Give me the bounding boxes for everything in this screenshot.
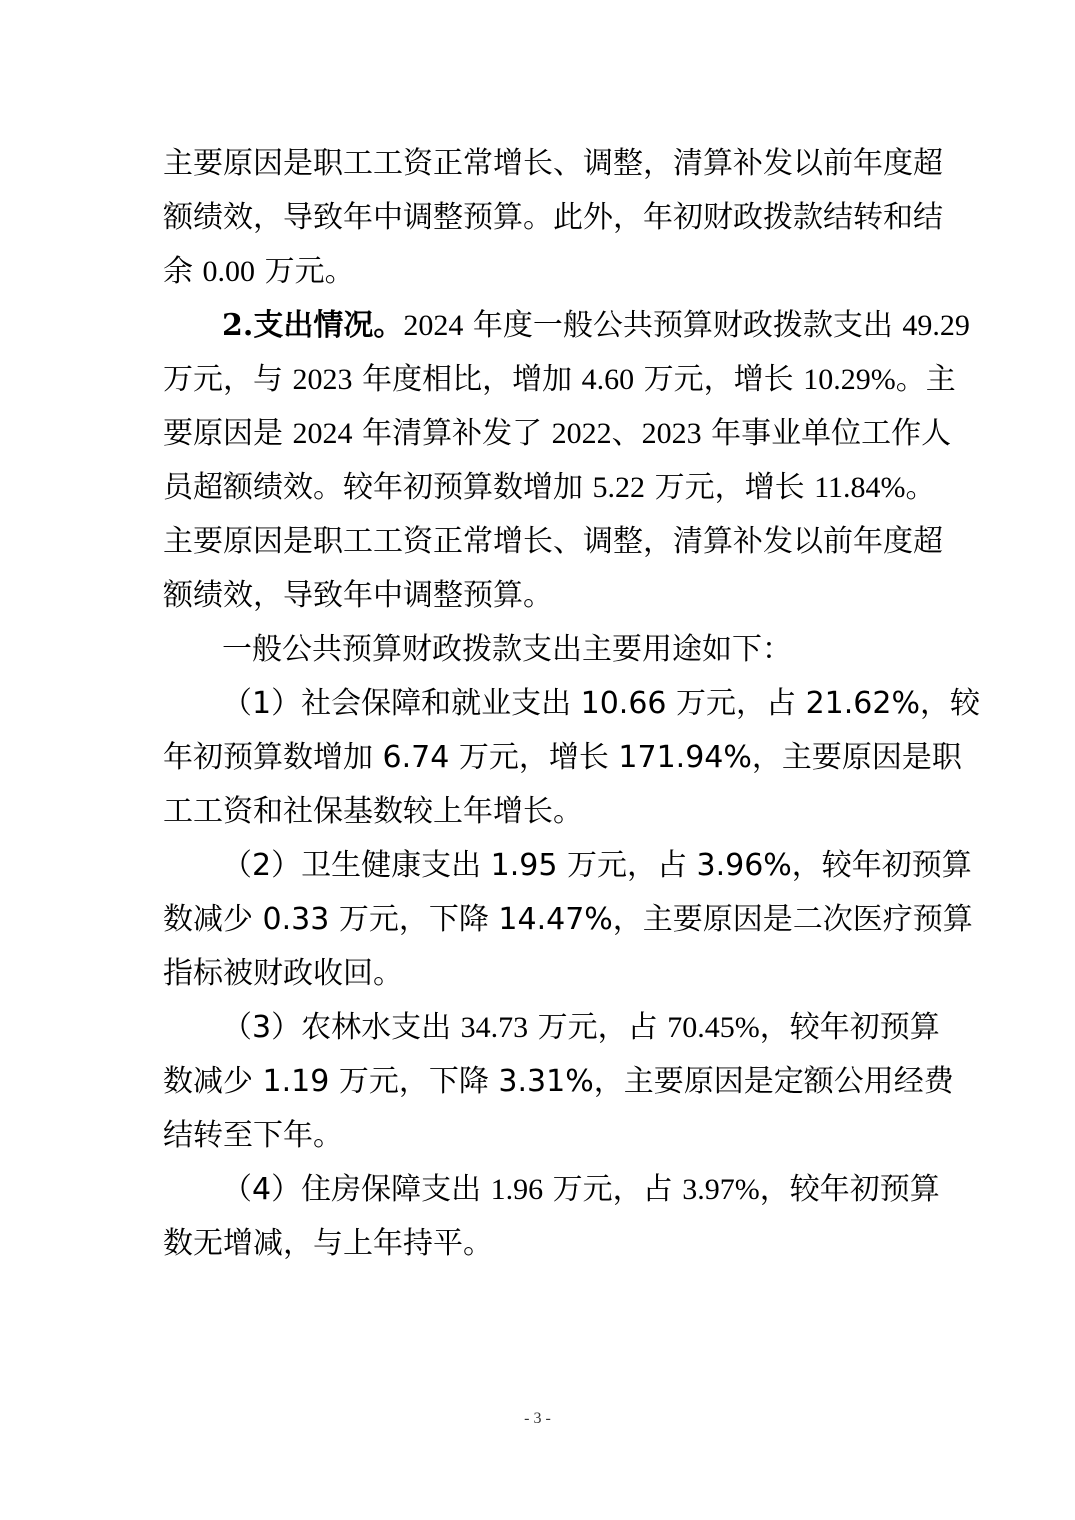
text-run: 万元。 <box>255 254 355 289</box>
text-run: ，较年初预算 <box>759 1172 940 1207</box>
text-line <box>163 947 923 1001</box>
text-run: 万元，占 <box>528 1010 668 1045</box>
text-run: 数减少 1.19 万元，下降 3.31%，主要原因是定额公用经费 <box>163 1064 954 1099</box>
number-run: 2024 <box>403 309 464 342</box>
text-run: 要原因是 <box>163 416 293 451</box>
text-line <box>163 353 956 407</box>
text-line <box>163 1217 923 1271</box>
list-item-line <box>222 839 982 893</box>
text-line <box>163 137 943 191</box>
number-run: 2022、2023 <box>551 417 702 450</box>
text-run: 万元，与 <box>163 362 293 397</box>
text-run: （3）农林水支出 <box>222 1010 461 1045</box>
text-run: 年清算补发了 <box>352 416 552 451</box>
number-run: 70.45% <box>667 1011 760 1044</box>
number-run: 0.00 <box>202 255 256 288</box>
text-line <box>163 515 943 569</box>
text-line <box>163 1109 923 1163</box>
text-run: 万元，增长 <box>634 362 804 397</box>
text-line <box>163 191 943 245</box>
number-run: 5.22 <box>592 471 646 504</box>
section-heading-line <box>222 299 982 353</box>
number-run: 3.97% <box>682 1173 760 1206</box>
text-line <box>163 245 923 299</box>
text-run: 结转至下年。 <box>163 1118 343 1153</box>
number-run: 2024 <box>292 417 353 450</box>
text-run: 年事业单位工作人 <box>701 416 952 451</box>
text-run: 余 <box>163 254 203 289</box>
text-run: （2）卫生健康支出 1.95 万元，占 3.96%，较年初预算 <box>222 848 972 883</box>
text-line <box>163 1055 954 1109</box>
text-line <box>163 461 936 515</box>
text-run: 指标被财政收回。 <box>163 956 403 991</box>
list-item-line <box>222 1001 982 1055</box>
text-run: 年度相比，增加 <box>352 362 582 397</box>
text-line <box>163 569 923 623</box>
text-line <box>163 785 923 839</box>
text-run: 数无增减，与上年持平。 <box>163 1226 493 1261</box>
text-run: ，较年初预算 <box>759 1010 940 1045</box>
text-line <box>163 731 962 785</box>
page-number: - 3 - <box>524 1410 551 1427</box>
number-run: 1.96 <box>490 1173 544 1206</box>
text-run: 。 <box>905 470 936 505</box>
list-item-line <box>222 1163 982 1217</box>
number-run: 10.29% <box>803 363 896 396</box>
number-run: 4.60 <box>581 363 635 396</box>
text-run: 一般公共预算财政拨款支出主要用途如下： <box>222 632 792 667</box>
text-run: 万元，占 <box>543 1172 683 1207</box>
number-run: 34.73 <box>460 1011 529 1044</box>
text-run: 数减少 0.33 万元，下降 14.47%，主要原因是二次医疗预算 <box>163 902 973 937</box>
text-run: 额绩效，导致年中调整预算。 <box>163 578 553 613</box>
number-run: 2023 <box>292 363 353 396</box>
text-line <box>163 893 973 947</box>
text-run: （1）社会保障和就业支出 10.66 万元，占 21.62%，较 <box>222 686 980 721</box>
text-run: 主要原因是职工工资正常增长、调整，清算补发以前年度超 <box>163 524 943 559</box>
text-run: 主要原因是职工工资正常增长、调整，清算补发以前年度超 <box>163 146 943 181</box>
text-line <box>163 407 952 461</box>
text-line <box>222 623 982 677</box>
text-run: 年度一般公共预算财政拨款支出 <box>463 308 903 343</box>
text-run: 万元，增长 <box>645 470 815 505</box>
text-run: 员超额绩效。较年初预算数增加 <box>163 470 593 505</box>
text-run: 年初预算数增加 6.74 万元，增长 171.94%，主要原因是职 <box>163 740 962 775</box>
text-run: 额绩效，导致年中调整预算。此外，年初财政拨款结转和结 <box>163 200 943 235</box>
section-heading: 2.支出情况。 <box>222 308 404 343</box>
number-run: 49.29 <box>902 309 970 342</box>
text-run: 工工资和社保基数较上年增长。 <box>163 794 583 829</box>
number-run: 11.84% <box>814 471 906 504</box>
text-run: 。主 <box>895 362 956 397</box>
list-item-line <box>222 677 982 731</box>
text-run: （4）住房保障支出 <box>222 1172 491 1207</box>
